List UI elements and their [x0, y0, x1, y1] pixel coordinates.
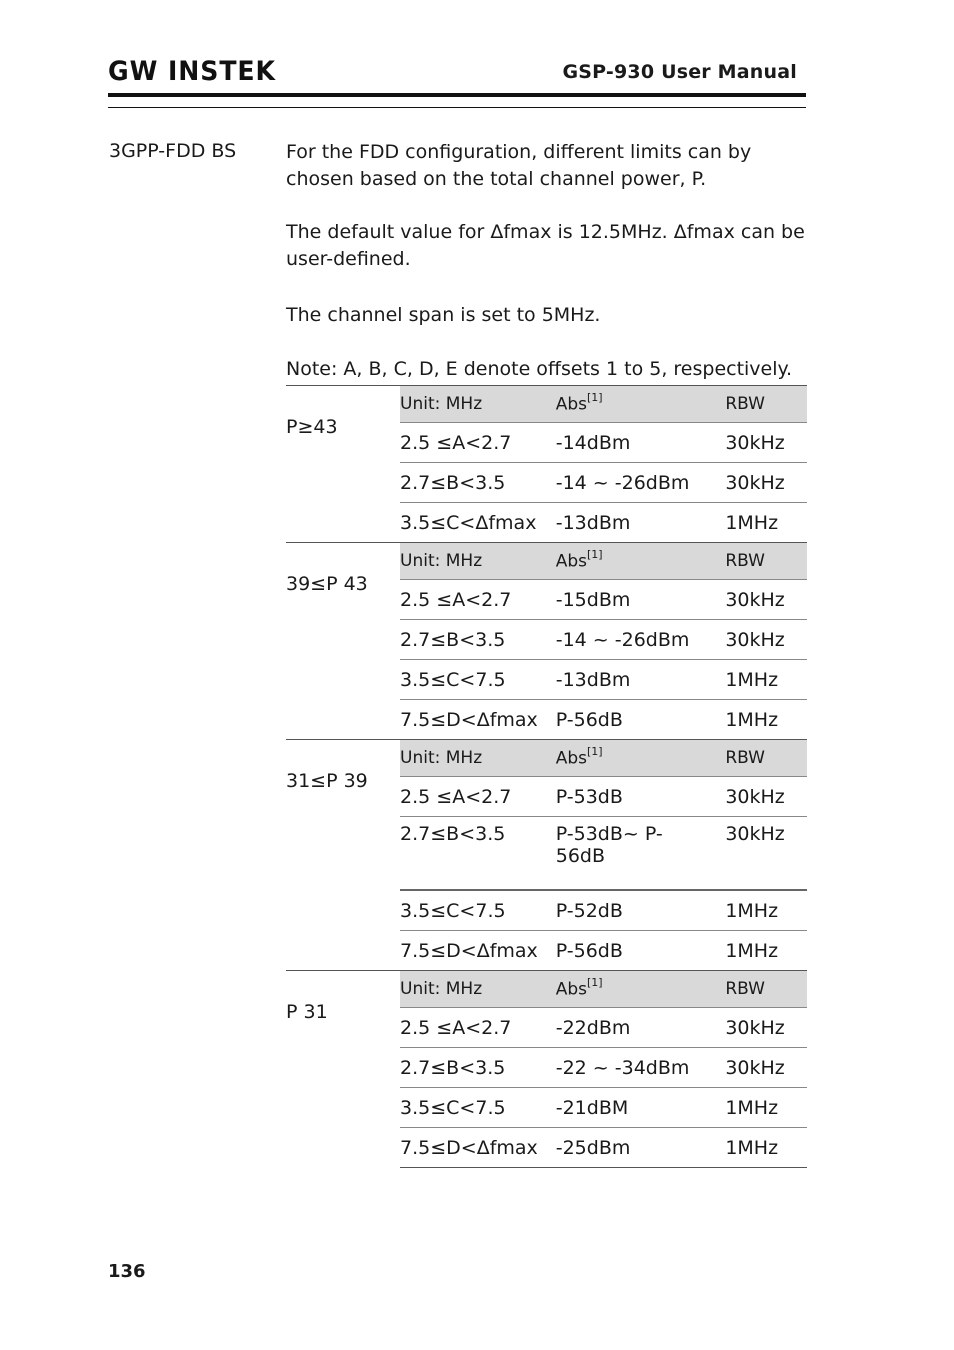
range-cell: 2.7≤B<3.5: [400, 620, 556, 660]
abs-cell: -15dBm: [556, 580, 726, 620]
limits-table: [286, 385, 807, 1168]
rbw-cell: 30kHz: [725, 463, 807, 503]
abs-cell: -21dBM: [556, 1088, 726, 1128]
power-condition: P 31: [286, 971, 400, 1168]
header-rule-thick: [108, 93, 806, 97]
abs-header: Abs[1]: [556, 971, 726, 1008]
rbw-cell: 1MHz: [725, 890, 807, 931]
unit-header: Unit: MHz: [400, 740, 556, 777]
abs-cell: -25dBm: [556, 1128, 726, 1168]
rbw-cell: 1MHz: [725, 1088, 807, 1128]
manual-title: GSP-930 User Manual: [562, 61, 797, 83]
range-cell: 2.7≤B<3.5: [400, 817, 556, 891]
paragraph-default-dfmax: The default value for Δfmax is 12.5MHz. Δfmax can be user-defined.: [286, 221, 805, 270]
range-cell: 3.5≤C<7.5: [400, 660, 556, 700]
unit-header: Unit: MHz: [400, 386, 556, 423]
paragraph-fdd-config: For the FDD configuration, different limits can by chosen based on the total channel power, P.: [286, 141, 752, 190]
rbw-cell: 1MHz: [725, 1128, 807, 1168]
rbw-cell: 30kHz: [725, 580, 807, 620]
range-cell: 2.5 ≤A<2.7: [400, 580, 556, 620]
section-label: 3GPP-FDD BS: [109, 140, 237, 162]
range-cell: 2.5 ≤A<2.7: [400, 423, 556, 463]
paragraph-note: Note: A, B, C, D, E denote offsets 1 to 5, respectively.: [286, 358, 793, 380]
rbw-header: RBW: [725, 971, 807, 1008]
brand-text: GW INSTEK: [108, 56, 277, 83]
abs-cell: -13dBm: [556, 660, 726, 700]
rbw-cell: 1MHz: [725, 700, 807, 740]
power-condition: P≥43: [286, 386, 400, 543]
unit-header: Unit: MHz: [400, 971, 556, 1008]
range-cell: 3.5≤C<7.5: [400, 1088, 556, 1128]
rbw-cell: 30kHz: [725, 620, 807, 660]
range-cell: 7.5≤D<Δfmax: [400, 700, 556, 740]
range-cell: 7.5≤D<Δfmax: [400, 1128, 556, 1168]
table-header-row: [286, 386, 807, 423]
abs-cell: P-52dB: [556, 890, 726, 931]
abs-cell: -22 ~ -34dBm: [556, 1048, 726, 1088]
rbw-cell: 30kHz: [725, 777, 807, 817]
rbw-cell: 30kHz: [725, 1048, 807, 1088]
abs-cell: -13dBm: [556, 503, 726, 543]
table-header-row: [286, 543, 807, 580]
abs-cell: -14dBm: [556, 423, 726, 463]
rbw-header: RBW: [725, 543, 807, 580]
power-condition: 39≤P 43: [286, 543, 400, 740]
abs-header: Abs[1]: [556, 386, 726, 423]
paragraph-channel-span: The channel span is set to 5MHz.: [286, 304, 601, 326]
abs-cell: -14 ~ -26dBm: [556, 620, 726, 660]
power-condition: 31≤P 39: [286, 740, 400, 971]
rbw-cell: 1MHz: [725, 931, 807, 971]
page-number: 136: [108, 1261, 146, 1282]
range-cell: 3.5≤C<7.5: [400, 890, 556, 931]
abs-cell: P-53dB: [556, 777, 726, 817]
range-cell: 2.7≤B<3.5: [400, 463, 556, 503]
range-cell: 2.7≤B<3.5: [400, 1048, 556, 1088]
range-cell: 7.5≤D<Δfmax: [400, 931, 556, 971]
range-cell: 3.5≤C<Δfmax: [400, 503, 556, 543]
rbw-cell: 1MHz: [725, 503, 807, 543]
rbw-cell: 30kHz: [725, 1008, 807, 1048]
rbw-cell: 30kHz: [725, 817, 807, 891]
rbw-header: RBW: [725, 386, 807, 423]
table-header-row: [286, 740, 807, 777]
abs-header: Abs[1]: [556, 740, 726, 777]
abs-cell: P-56dB: [556, 700, 726, 740]
header-rule-thin: [108, 107, 806, 108]
unit-header: Unit: MHz: [400, 543, 556, 580]
abs-cell: P-56dB: [556, 931, 726, 971]
range-cell: 2.5 ≤A<2.7: [400, 777, 556, 817]
rbw-cell: 30kHz: [725, 423, 807, 463]
rbw-header: RBW: [725, 740, 807, 777]
range-cell: 2.5 ≤A<2.7: [400, 1008, 556, 1048]
abs-cell: P-53dB~ P-56dB: [556, 817, 726, 891]
abs-cell: -22dBm: [556, 1008, 726, 1048]
abs-cell: -14 ~ -26dBm: [556, 463, 726, 503]
rbw-cell: 1MHz: [725, 660, 807, 700]
gw-instek-logo: [108, 55, 278, 83]
table-header-row: [286, 971, 807, 1008]
abs-header: Abs[1]: [556, 543, 726, 580]
